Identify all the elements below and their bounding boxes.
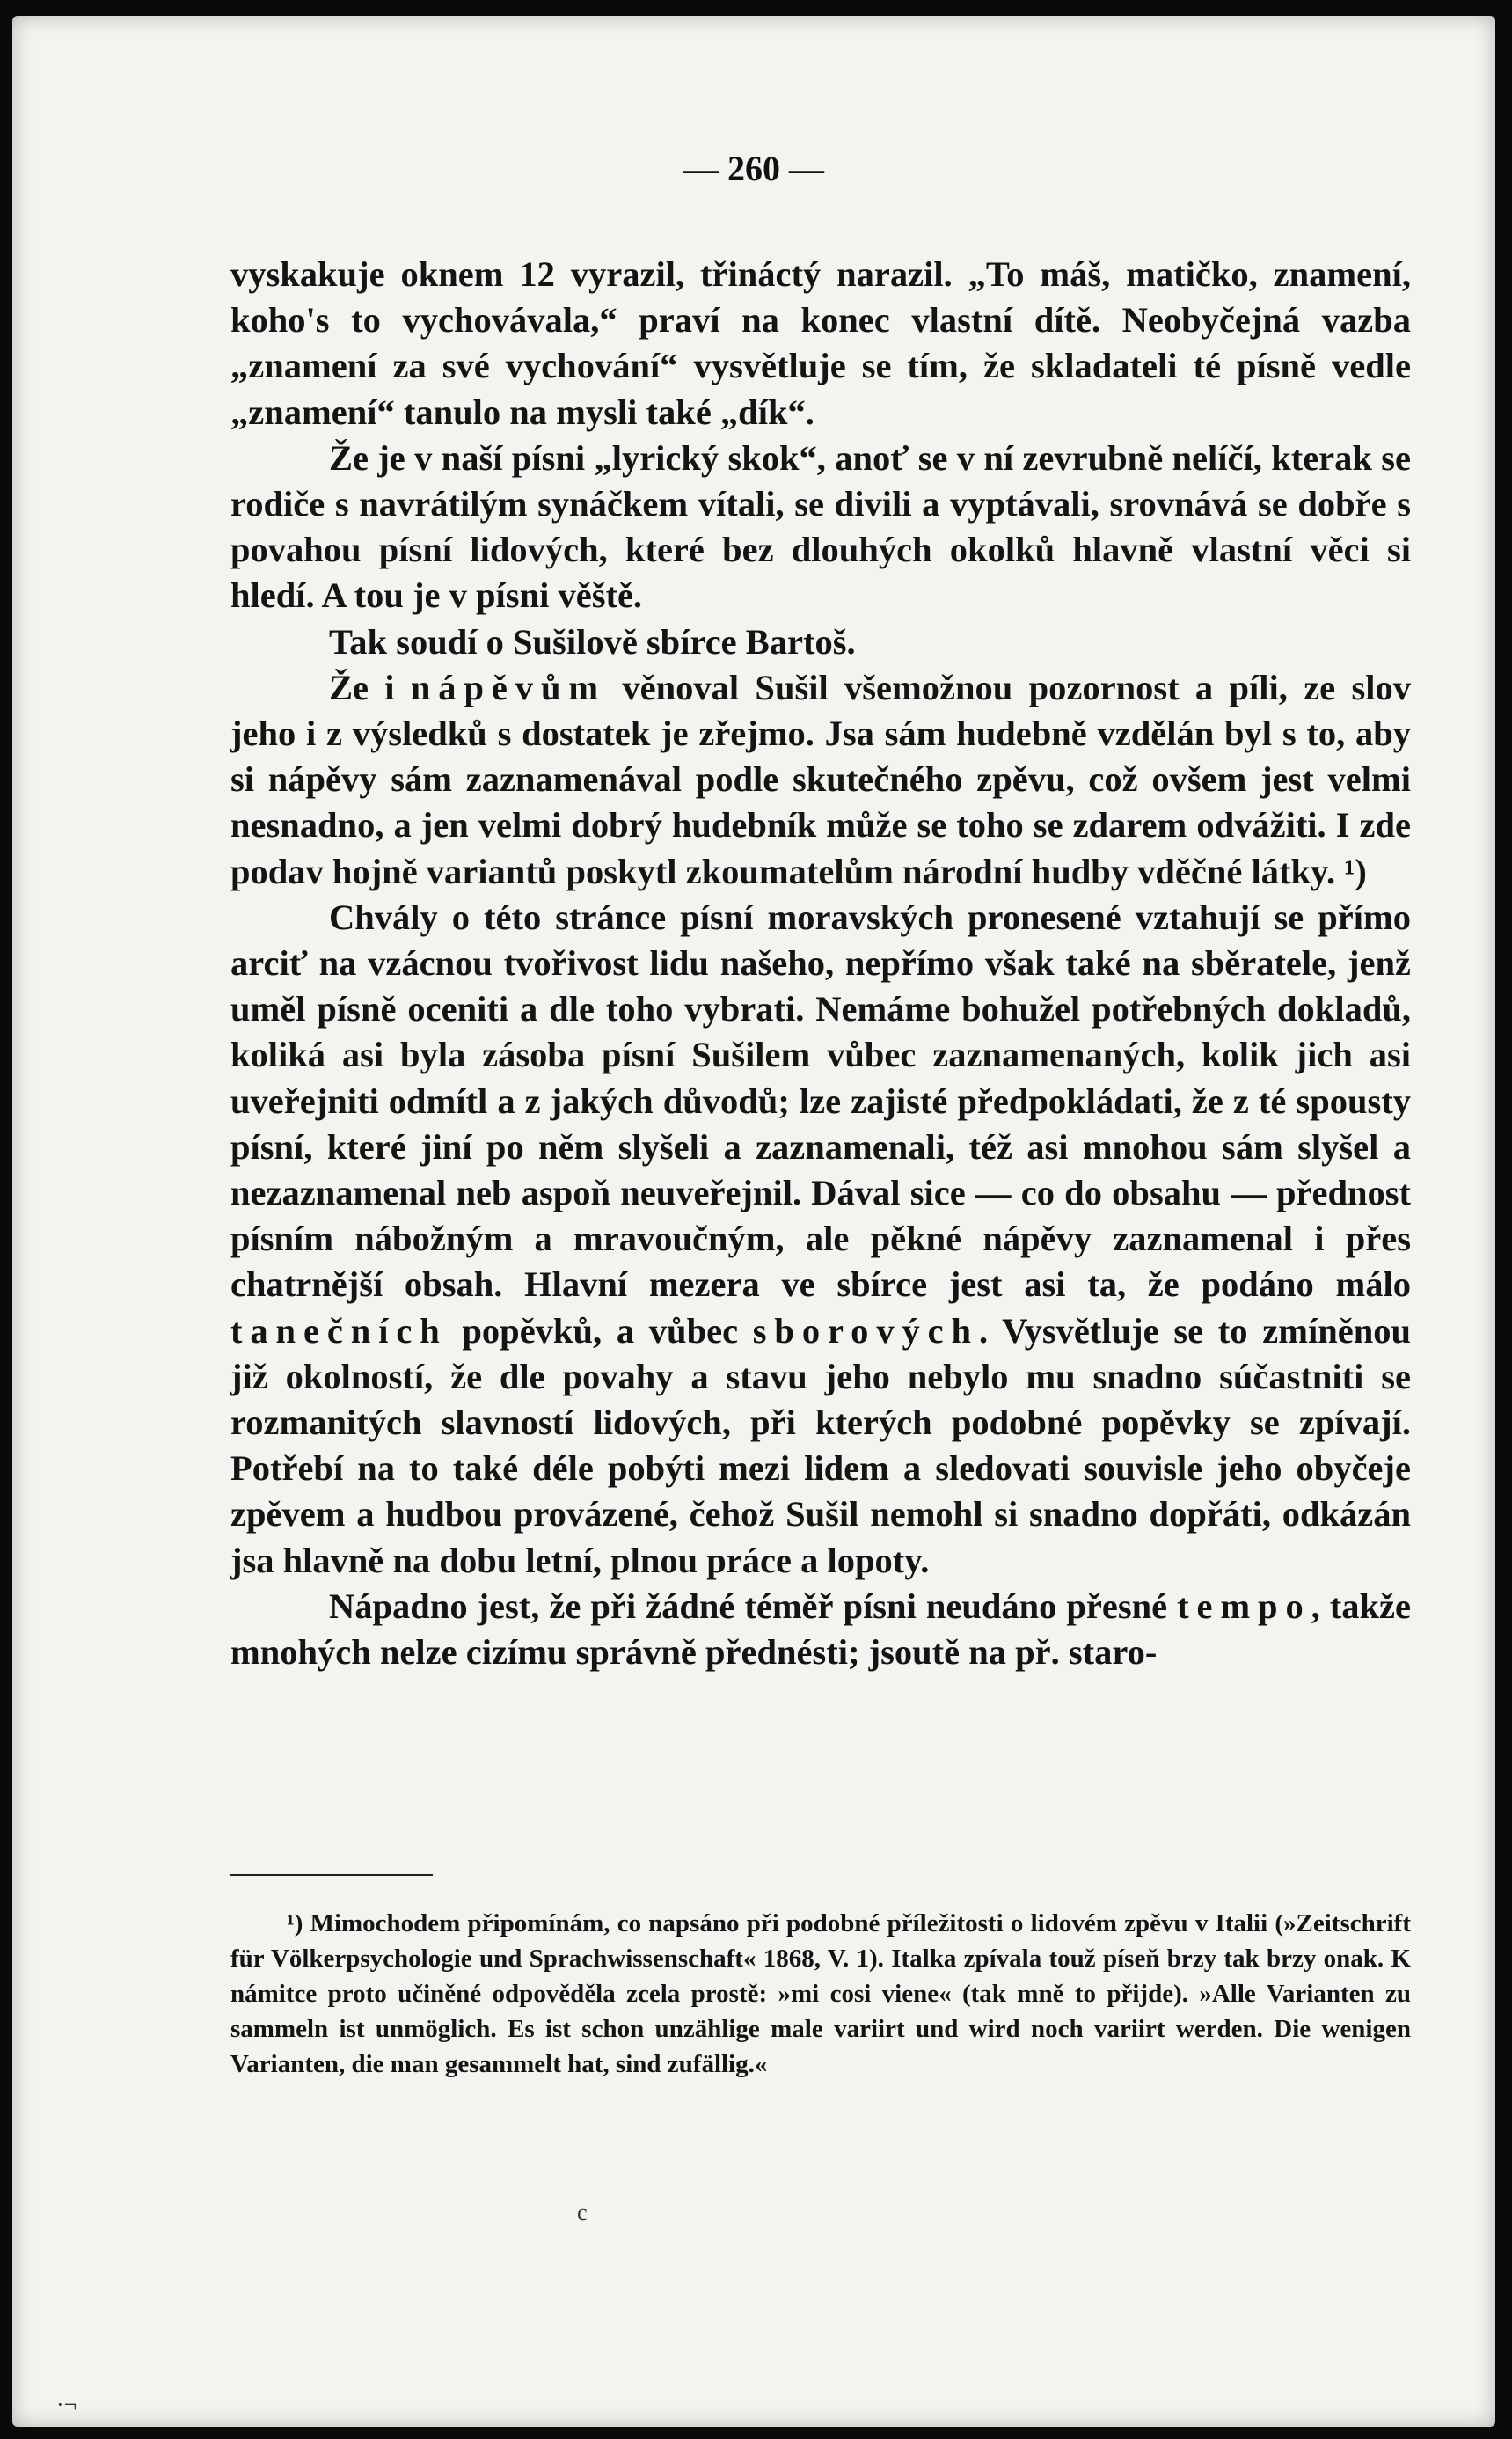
spaced-emphasis: tanečních: [230, 1310, 448, 1351]
spaced-emphasis: tempo: [1177, 1586, 1311, 1626]
spaced-emphasis: sborových: [752, 1310, 979, 1351]
page-number: — 260 —: [683, 149, 824, 188]
footnote-divider: [230, 1874, 433, 1876]
corner-mark: ·¬: [56, 2391, 77, 2417]
paragraph-2: Že je v naší písni „lyrický skok“, anoť se v ní zevrubně nelíčí, kterak se rodiče s navrátilým synáčkem vítali, se divili a vyptávali, srovnává se dobře s povahou písní lidových, které bez dlouhých okolků hlavně vlastní věci si hledí. A tou je v písni věště.: [230, 437, 1411, 616]
paragraph-4: Že i nápěvům věnoval Sušil všemožnou pozornost a píli, ze slov jeho i z výsledků s dostatek je zřejmo. Jsa sám hudebně vzdělán byl s to, aby si nápěvy sám zaznamenával podle skutečného zpěvu, což ovšem jest velmi nesnadno, a jen velmi dobrý hudebník může se toho se zdarem odvážiti. I zde podav hojně variantů poskytl zkoumatelům národní hudby vděčné látky. ¹): [230, 667, 1411, 891]
footnote: [230, 1906, 1411, 2082]
footnote-text: ¹) Mimochodem připomínám, co napsáno při podobné příležitosti o lidovém zpěvu v Italii (»Zeitschrift für Völkerpsychologie und Sprachwissenschaft« 1868, V. 1). Italka zpívala touž píseň brzy tak brzy onak. K námitce proto učiněné odpověděla zcela prostě: »mi cosi viene« (tak mně to přijde). »Alle Varianten zu sammeln ist unmöglich. Es ist schon unzählige male variirt und wird noch variirt werden. Die wenigen Varianten, die man gesammelt hat, sind zufällig.«: [230, 1909, 1411, 2078]
stray-mark: c: [577, 2200, 588, 2225]
paragraph-3: Tak soudí o Sušilově sbírce Bartoš.: [329, 621, 856, 662]
main-text: [230, 252, 1411, 1675]
spaced-emphasis: nápěvům: [410, 667, 607, 707]
book-page: [12, 16, 1495, 2427]
paragraph-6: Nápadno jest, že při žádné téměř písni neudáno přesné tempo, takže mnohých nelze cizímu správně přednésti; jsoutě na př. staro-: [230, 1586, 1411, 1673]
paragraph-1: vyskakuje oknem 12 vyrazil, třináctý narazil. „To máš, matičko, znamení, koho's to vychovávala,“ praví na konec vlastní dítě. Neobyčejná vazba „znamení za své vychování“ vysvětluje se tím, že skladateli té písně vedle „znamení“ tanulo na mysli také „dík“.: [230, 254, 1411, 432]
paragraph-5: Chvály o této stránce písní moravských pronesené vztahují se přímo arciť na vzácnou tvořivost lidu našeho, nepřímo však také na sběratele, jenž uměl písně oceniti a dle toho vybrati. Nemáme bohužel potřebných dokladů, koliká asi byla zásoba písní Sušilem vůbec zaznamenaných, kolik jich asi uveřejniti odmítl a z jakých důvodů; lze zajisté předpokládati, že z té spousty písní, které jiní po něm slyšeli a zaznamenali, též asi mnohou sám slyšel a nezaznamenal neb aspoň neuveřejnil. Dával sice — co do obsahu — přednost písním nábožným a mravoučným, ale pěkné nápěvy zaznamenal i přes chatrnější obsah. Hlavní mezera ve sbírce jest asi ta, že podáno málo tanečních popěvků, a vůbec sborových. Vysvětluje se to zmíněnou již okolností, že dle povahy a stavu jeho nebylo mu snadno súčastniti se rozmanitých slavností lidových, při kterých podobné popěvky se zpívají. Potřebí na to také déle pobýti mezi lidem a sledovati souvisle jeho obyčeje zpěvem a hudbou provázené, čehož Sušil nemohl si snadno dopřáti, odkázán jsa hlavně na dobu letní, plnou práce a lopoty.: [230, 897, 1411, 1580]
